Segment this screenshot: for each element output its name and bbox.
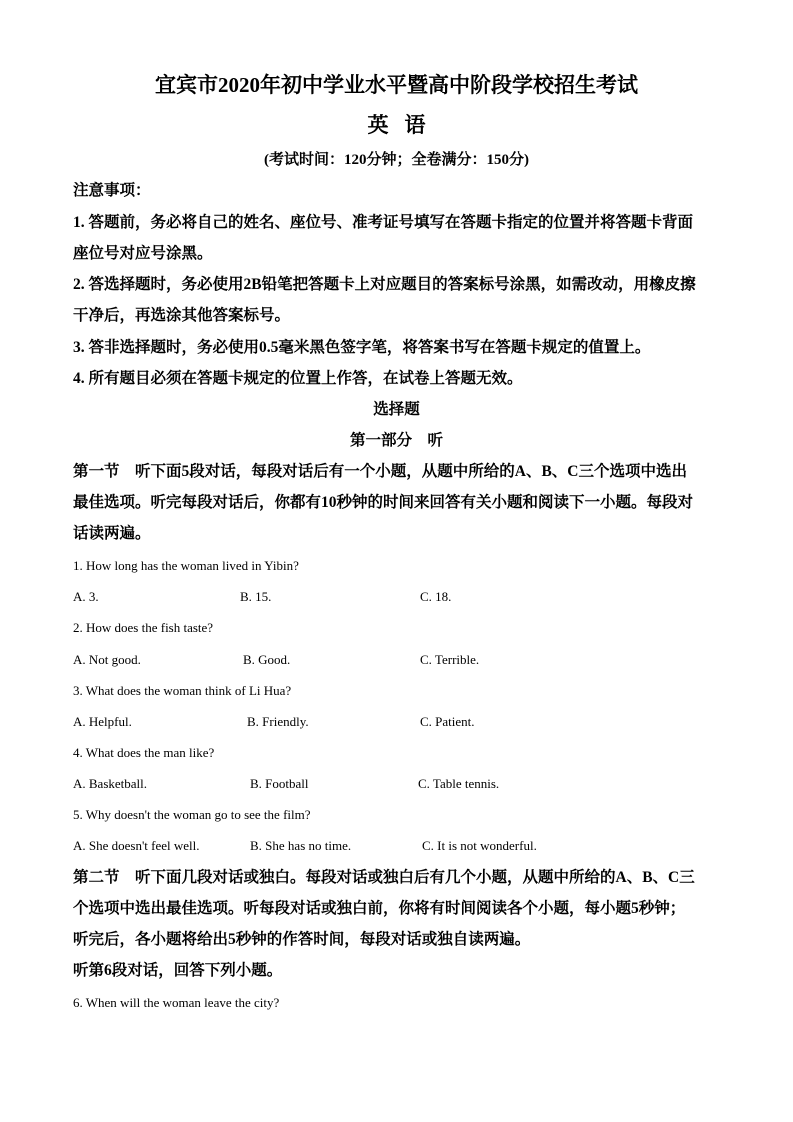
option-b: B. Friendly. — [247, 714, 309, 729]
option-a: A. She doesn't feel well. — [73, 838, 200, 853]
question-2: 2. How does the fish taste? — [73, 620, 214, 635]
option-c: C. Patient. — [420, 714, 475, 729]
option-c: C. Table tennis. — [418, 776, 500, 791]
option-b: B. She has no time. — [250, 838, 352, 853]
note-line: 座位号对应号涂黑。 — [73, 245, 213, 262]
option-a: A. Not good. — [73, 652, 141, 667]
question-4: 4. What does the man like? — [73, 745, 215, 760]
note-line: 3. 答非选择题时，务必使用0.5毫米黑色签字笔，将答案书写在答题卡规定的值置上。 — [73, 339, 651, 356]
section1-instruction: 话读两遍。 — [73, 525, 151, 542]
section1-instruction: 最佳选项。听完每段对话后，你都有10秒钟的时间来回答有关小题和阅读下一小题。每段对 — [73, 494, 694, 511]
note-line: 干净后，再选涂其他答案标号。 — [73, 307, 291, 324]
question-1: 1. How long has the woman lived in Yibin? — [73, 558, 299, 573]
option-c: C. 18. — [420, 589, 452, 604]
exam-meta: (考试时间：120分钟；全卷满分：150分) — [264, 152, 529, 168]
section2-instruction: 听完后，各小题将给出5秒钟的作答时间，每段对话或独自读两遍。 — [73, 931, 531, 948]
question-3: 3. What does the woman think of Li Hua? — [73, 683, 292, 698]
subject-title: 英语 — [367, 113, 442, 137]
option-a: A. Basketball. — [73, 776, 148, 791]
option-b: B. Good. — [243, 652, 291, 667]
dialogue-6-instruction: 听第6段对话，回答下列小题。 — [73, 962, 283, 979]
notes-heading: 注意事项： — [73, 182, 151, 199]
note-line: 1. 答题前，务必将自己的姓名、座位号、准考证号填写在答题卡指定的位置并将答题卡背面 — [73, 214, 694, 231]
question-6: 6. When will the woman leave the city? — [73, 995, 280, 1010]
note-line: 4. 所有题目必须在答题卡规定的位置上作答，在试卷上答题无效。 — [73, 370, 523, 387]
section-choice-heading: 选择题 — [373, 401, 420, 418]
section1-instruction: 第一节 听下面5段对话，每段对话后有一个小题，从题中所给的A、B、C三个选项中选出 — [73, 463, 687, 480]
option-a: A. Helpful. — [73, 714, 132, 729]
question-5: 5. Why doesn't the woman go to see the film? — [73, 807, 311, 822]
option-b: B. Football — [250, 776, 309, 791]
option-c: C. It is not wonderful. — [422, 838, 537, 853]
option-a: A. 3. — [73, 589, 99, 604]
part-one-heading: 第一部分 听 — [349, 432, 443, 449]
option-b: B. 15. — [240, 589, 272, 604]
note-line: 2. 答选择题时，务必使用2B铅笔把答题卡上对应题目的答案标号涂黑，如需改动，用橡皮擦 — [73, 276, 696, 293]
exam-title: 宜宾市2020年初中学业水平暨高中阶段学校招生考试 — [155, 73, 638, 97]
section2-instruction: 第二节 听下面几段对话或独白。每段对话或独白后有几个小题，从题中所给的A、B、C三 — [73, 869, 695, 886]
section2-instruction: 个选项中选出最佳选项。听每段对话或独白前，你将有时间阅读各个小题，每小题5秒钟； — [73, 900, 686, 917]
option-c: C. Terrible. — [420, 652, 480, 667]
